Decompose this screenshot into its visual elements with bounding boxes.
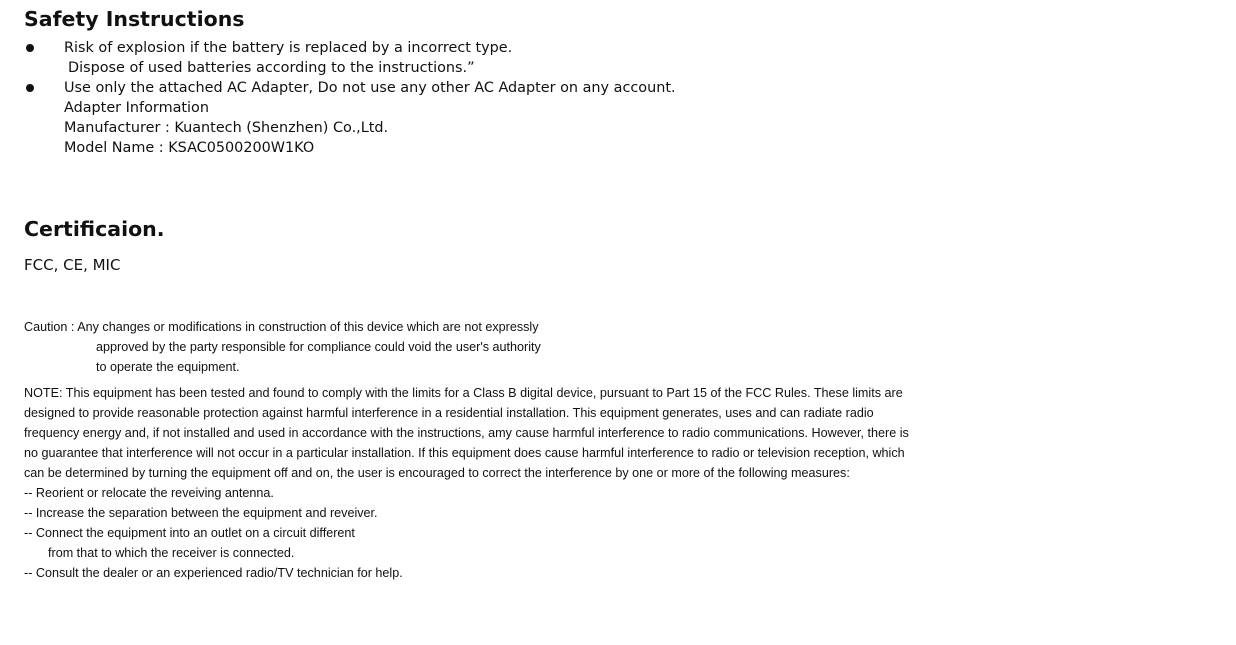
caution-line: approved by the party responsible for compliance could void the user's authority <box>96 340 541 354</box>
safety-bullet-adapter <box>24 78 676 158</box>
note-paragraph-line: can be determined by turning the equipment off and on, the user is encouraged to correct the interference by one or more of the following measures: <box>24 466 850 480</box>
measure-item: -- Reorient or relocate the reveiving antenna. <box>24 486 274 500</box>
safety-bullet-battery <box>24 38 676 78</box>
adapter-warning-line: Use only the attached AC Adapter, Do not use any other AC Adapter on any account. <box>64 80 676 96</box>
fcc-note-block <box>24 383 1224 583</box>
bullet-dot-icon <box>26 84 34 92</box>
measure-item: -- Consult the dealer or an experienced radio/TV technician for help. <box>24 566 403 580</box>
measure-item: -- Connect the equipment into an outlet on a circuit different <box>24 526 355 540</box>
adapter-info-line: Adapter Information <box>64 100 209 116</box>
note-paragraph-line: NOTE: This equipment has been tested and found to comply with the limits for a Class B digital device, pursuant to Part 15 of the FCC Rules. These limits are <box>24 386 903 400</box>
adapter-model-line: Model Name : KSAC0500200W1KO <box>64 140 315 156</box>
certification-heading: Certificaion. <box>24 217 165 241</box>
caution-line: Caution : Any changes or modifications in construction of this device which are not expressly <box>24 320 539 334</box>
safety-instructions-heading: Safety Instructions <box>24 7 245 31</box>
bullet-dot-icon <box>26 44 34 52</box>
note-paragraph-line: designed to provide reasonable protection against harmful interference in a residential installation. This equipment generates, uses and can radiate radio <box>24 406 874 420</box>
note-paragraph-line: no guarantee that interference will not occur in a particular installation. If this equipment does cause harmful interference to radio or television reception, which <box>24 446 905 460</box>
adapter-manufacturer-line: Manufacturer : Kuantech (Shenzhen) Co.,Ltd. <box>64 120 389 136</box>
note-paragraph-line: frequency energy and, if not installed and used in accordance with the instructions, amy cause harmful interference to radio communications. However, there is <box>24 426 909 440</box>
measure-item-continuation: from that to which the receiver is connected. <box>48 546 295 560</box>
battery-dispose-line: Dispose of used batteries according to the instructions.” <box>68 60 475 76</box>
battery-warning-line: Risk of explosion if the battery is replaced by a incorrect type. <box>64 40 513 56</box>
caution-block <box>24 317 541 377</box>
measure-item: -- Increase the separation between the equipment and reveiver. <box>24 506 378 520</box>
certification-list: FCC, CE, MIC <box>24 256 121 274</box>
safety-bullet-list <box>24 38 676 158</box>
caution-line: to operate the equipment. <box>96 360 240 374</box>
